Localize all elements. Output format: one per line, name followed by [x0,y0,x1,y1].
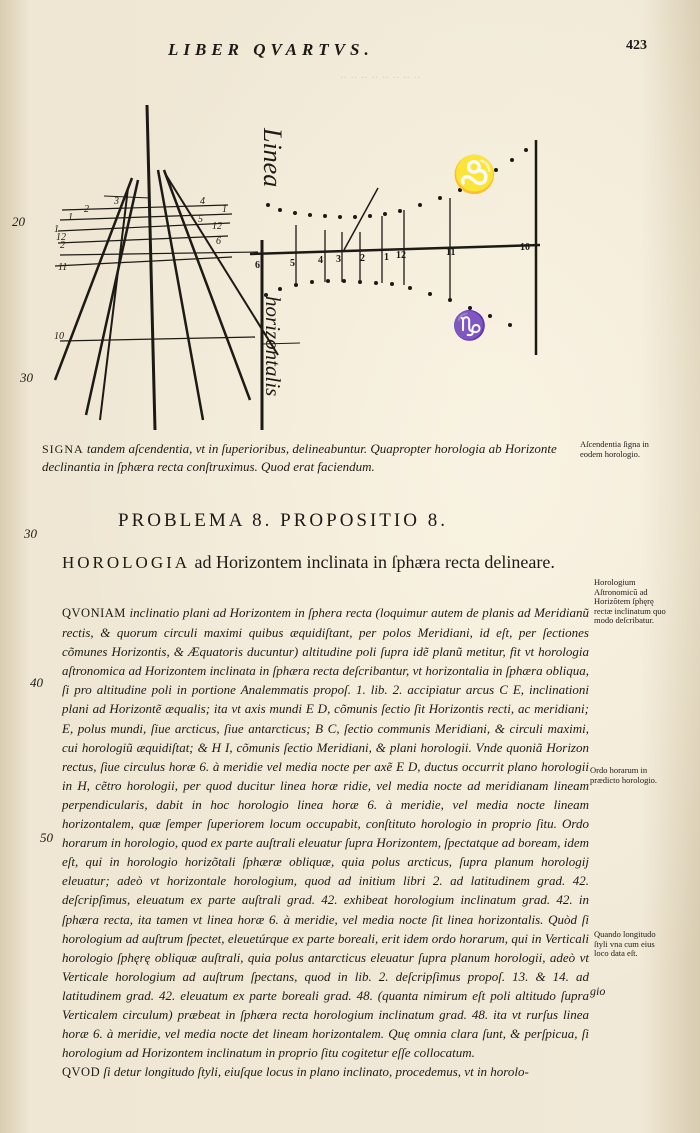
margin-note-2: Horologium Aſtronomicũ ad Horizõtem ſphęrę rectæ inclinatum quo modo deſcribatur. [594,577,666,625]
problem-title-text: ad Horizontem inclinata in ſphæra recta delineare. [190,552,555,572]
signa-lead: SIGNA [42,442,84,456]
margin-number-30b: 30 [24,526,37,541]
paragraph-1-lead: QVONIAM [62,606,126,620]
margin-number-50: 50 [40,830,53,845]
running-title: LIBER QVARTVS. [168,40,374,59]
scale-left-side-4: 10 [54,331,64,342]
margin-note-3: Ordo horarum in prædicto horologio. [590,765,658,785]
margin-number-40: 40 [30,675,43,690]
capricorn-symbol: ♑ [452,311,487,342]
scale-left-top-4: 5 [198,214,203,225]
scale-left-side-1: 2 [60,240,65,251]
scale-left-side-3: 11 [58,262,68,273]
margin-note-1: Aſcendentia ſigna in eodem horologio. [580,439,649,459]
scale-left-top-3: 1 [68,212,73,223]
scale-right-1: 5 [290,258,295,269]
signa-paragraph [42,440,582,476]
scale-right-8: 10 [520,242,530,253]
scale-right-5: 1 [384,252,389,263]
scale-left-top-5: 1 [222,204,227,215]
folio-number: 423 [626,38,647,53]
sundial-diagram [0,0,700,440]
catchword: gio [590,984,606,998]
label-horizontalis: horizontalis [261,296,285,397]
paragraph-1 [62,603,589,1062]
problem-heading: PROBLEMA 8. PROPOSITIO 8. [118,510,448,531]
margin-note-4: Quando longitudo ſtyli vna cum eius loco data eſt. [594,929,656,958]
scale-right-4: 2 [360,253,365,264]
scale-right-7: 11 [446,247,456,258]
paragraph-2-lead: QVOD [62,1065,101,1080]
scale-left-top-7: 6 [216,236,221,247]
signa-text: tandem aſcendentia, vt in ſuperioribus, delineabuntur. Quapropter horologia ab Horizonte declinantia in ſphæra recta conſtruximus. Quod erat faciendum. [42,441,557,474]
label-linea: Linea [258,128,287,188]
paragraph-1-text: inclinatio plani ad Horizontem in ſphera recta (loquimur autem de planis ad Meridianũ rectis, & quorum circuli maximi quibus æquidiſtant, per polos Meridiani, id eſt, per ſectiones cõmunes Horizontis, & Æquatoris ducuntur) altitudine poli ſupra idẽ planũ metitur, fit vt horologia aſtronomica ad Horizontem inclinata in ſphæra recta deſcribantur, vt horizontalia in ſphæra obliqua, ſi pro altitudine poli in portione Analemmatis propoſ. 1. lib. 2. accipiatur arcus C E, inclinationi plani ad Horizontẽ æqualis; ita vt axis mundi E D, cõmunis ſectio ſit Horizontis recti, ac meridiani; E, polus mundi, ſiue arcticus, ſiue antarcticus; B C, ſectio communis Meridiani, & circuli maximi, cui horologiũ æquidiſtat; & H I, cõmunis ſectio Meridiani, & plani horologii. Vnde quoniã Horizon rectus, ſiue circulus horæ 6. à meridie vel media nocte per axẽ E D, ductus occurrit plano horologii in H, cẽtro horologii, per quod ducitur linea horæ ridie, vel media nocte ad meridianam lineam perpendicularis, dabit in hoc horologio linea horæ 6. à meridie, vel media nocte lineam horizontalem, quæ ſemper ſuperiorem locum occupabit, conſtituto horologio in proprio ſitu. Ordo horarum in horologio, quod ex parte auſtrali eleuatur ſupra Horizontem, ſpectatque ad boream, idem eſt, qui in horologio horizõtali ſphæræ obliquæ, quia polus arcticus, ſupra planum horologij eleuatur; adeò vt horizontale horologium, quod ad initium libri 2. ad latitudinem grad. 42. deſcripſimus, eleuatum ex parte auſtrali grad. 42. exhibeat horologium inclinatum grad. 42. in ſphæra recta, ita tamen vt linea horæ 6. à meridie, vel media nocte ſit linea horizontalis. Quòd ſi horologium ad auſtrum ſpectet, eleuetúrque ex parte boreali, erit idem ordo horarum, qui in Verticali horologio ſphęrę obliquæ auſtrali, quia polus antarcticus eleuatur ſupra planum horologii, adeò vt Verticale horologium ad auſtrum ſpectans, quod in lib. 2. deſcripſimus propoſ. 13. & 14. ad latitudinem grad. 42. eleuatum ex parte boreali grad. 48. (quanta nimirum eſt poli altitudo ſupra Verticalem circulum) præbeat in ſphæra recta horologium inclinatum grad. 48. ita vt rurſus linea horæ 6. à meridie, vel media nocte det lineam horizontalem. Quę omnia clara ſunt, & perſpicua, ſi horologium ad Horizontem inclinatum in proprio ſitu cogitetur eſſe collocatum. [62,605,589,1061]
paragraph-2-text: ſi detur longitudo ſtyli, eiuſque locus in plano inclinato, procedemus, vt in horolo- [100,1064,529,1080]
meridian-line [147,105,155,430]
scale-left-top-0: 3 [114,196,119,207]
horizontal-line [250,245,540,254]
margin-number-30: 30 [20,370,33,385]
scale-right-2: 4 [318,255,323,266]
scale-left-top-2: 4 [200,196,205,207]
leo-symbol: ♌ [454,152,494,197]
bleed-through: ·· ·· ·· ·· ·· ·· ·· ·· [340,70,421,84]
paragraph-2 [62,1062,589,1082]
main-text [62,603,589,1082]
problem-title [62,549,592,576]
scale-right-3: 3 [336,254,341,265]
scale-right-0: 6 [255,260,260,271]
margin-number-20: 20 [12,214,25,229]
problem-title-lead: HOROLOGIA [62,553,191,572]
scale-right-6: 12 [396,250,406,261]
scale-left-top-6: 12 [212,221,222,232]
scale-left-top-1: 2 [84,204,89,215]
scale-left-side-2: 12 [56,232,66,243]
scale-left-side-0: 1 [54,224,59,235]
